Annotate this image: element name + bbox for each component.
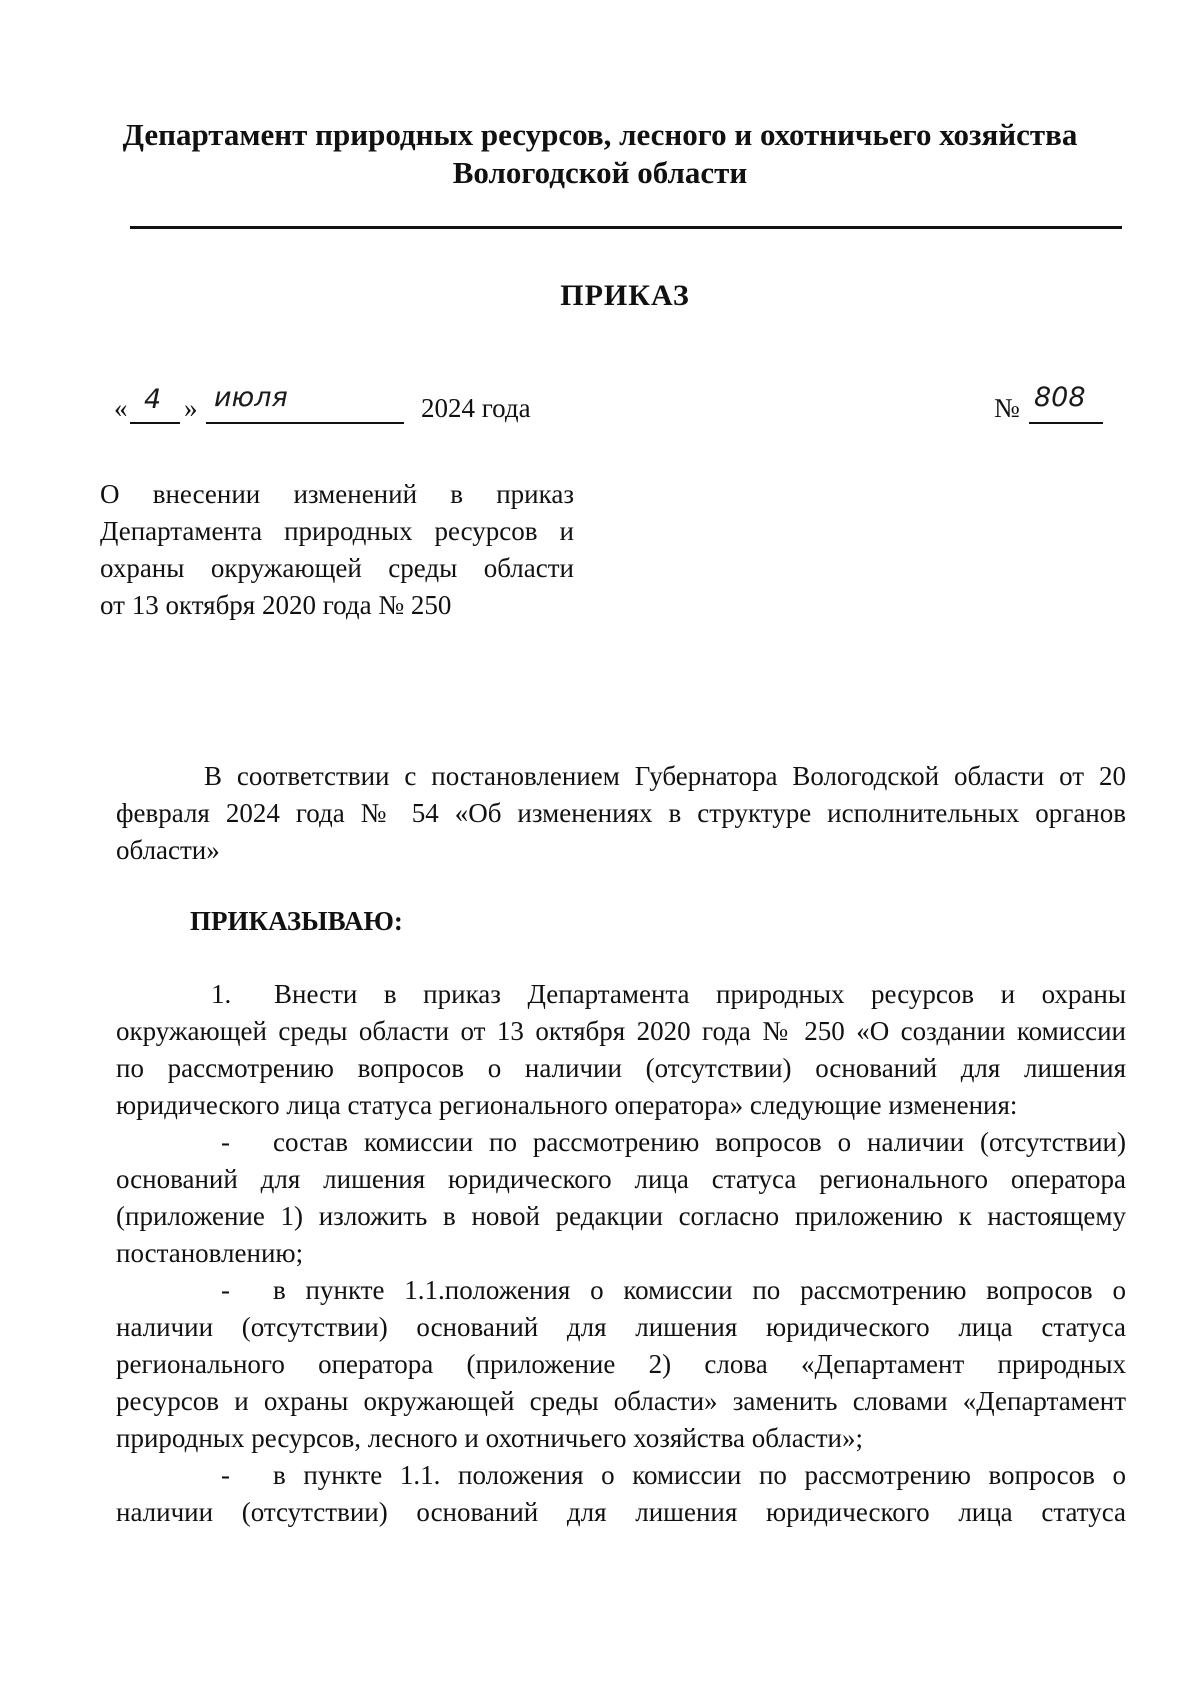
list-dash: - — [221, 1460, 230, 1490]
order-verb: ПРИКАЗЫВАЮ: — [190, 906, 403, 936]
number-prefix: № — [994, 393, 1020, 423]
subitem-2-text: в пункте 1.1.положения о комиссии по рассмотрению вопросов о — [273, 1275, 1126, 1305]
subitem-2-line: природных ресурсов, лесного и охотничьего хозяйства области»; — [116, 1423, 863, 1453]
order-subject — [100, 476, 574, 624]
date-year: 2024 года — [421, 393, 531, 423]
subitem-1-line: (приложение 1) изложить в новой редакции согласно приложению к настоящему — [116, 1201, 1126, 1231]
subitem-1-text: состав комиссии по рассмотрению вопросов о наличии (отсутствии) — [273, 1127, 1126, 1157]
basis-line: февраля 2024 года № 54 «Об изменениях в структуре исполнительных органов — [116, 798, 1126, 828]
subject-line: от 13 октября 2020 года № 250 — [100, 590, 452, 620]
order-items — [116, 976, 1126, 1531]
list-dash: - — [221, 1127, 230, 1157]
item-1-number: 1. — [211, 979, 232, 1009]
department-title — [100, 116, 1100, 192]
subitem-1-line: оснований для лишения юридического лица статуса регионального оператора — [116, 1164, 1126, 1194]
subitem-2-line: регионального оператора (приложение 2) слова «Департамент природных — [116, 1349, 1126, 1379]
list-dash: - — [221, 1275, 230, 1305]
item-1-line: окружающей среды области от 13 октября 2020 года № 250 «О создании комиссии — [116, 1016, 1126, 1046]
basis-line: области» — [116, 835, 220, 865]
department-title-line1: Департамент природных ресурсов, лесного и охотничьего хозяйства — [122, 117, 1078, 152]
item-1-line: по рассмотрению вопросов о наличии (отсутствии) оснований для лишения — [116, 1053, 1126, 1083]
subitem-3-line — [116, 1457, 1126, 1494]
item-1-line: юридического лица статуса регионального оператора» следующие изменения: — [116, 1090, 1018, 1120]
date-close-quote: » — [184, 393, 198, 423]
subitem-2-line: наличии (отсутствии) оснований для лишения юридического лица статуса — [116, 1312, 1126, 1342]
subitem-1-line: постановлению; — [116, 1238, 304, 1268]
header-divider — [130, 226, 1122, 229]
date-day-handwritten: 4 — [144, 384, 162, 415]
basis-line: В соответствии с постановлением Губернатора Вологодской области от 20 — [204, 761, 1126, 791]
date-number-row — [114, 382, 1114, 432]
date-open-quote: « — [114, 393, 128, 423]
department-title-line2: Вологодской области — [452, 155, 748, 190]
item-1-text: Внести в приказ Департамента природных ресурсов и охраны — [274, 979, 1126, 1009]
subitem-3-line: наличии (отсутствии) оснований для лишения юридического лица статуса — [116, 1497, 1126, 1527]
subitem-2-line: ресурсов и охраны окружающей среды области» заменить словами «Департамент — [116, 1386, 1126, 1416]
subject-line: Департамента природных ресурсов и — [100, 516, 574, 546]
document-type: ПРИКАЗ — [560, 279, 690, 312]
date-month-handwritten: июля — [214, 382, 288, 413]
document-number-handwritten: 808 — [1034, 382, 1086, 413]
subject-line: О внесении изменений в приказ — [100, 479, 574, 509]
legal-basis-paragraph — [116, 758, 1126, 869]
item-1-line — [116, 976, 1126, 1013]
subitem-2-line — [116, 1272, 1126, 1309]
subitem-3-text: в пункте 1.1. положения о комиссии по рассмотрению вопросов о — [273, 1460, 1126, 1490]
subitem-1-line — [116, 1124, 1126, 1161]
subject-line: охраны окружающей среды области — [100, 553, 574, 583]
